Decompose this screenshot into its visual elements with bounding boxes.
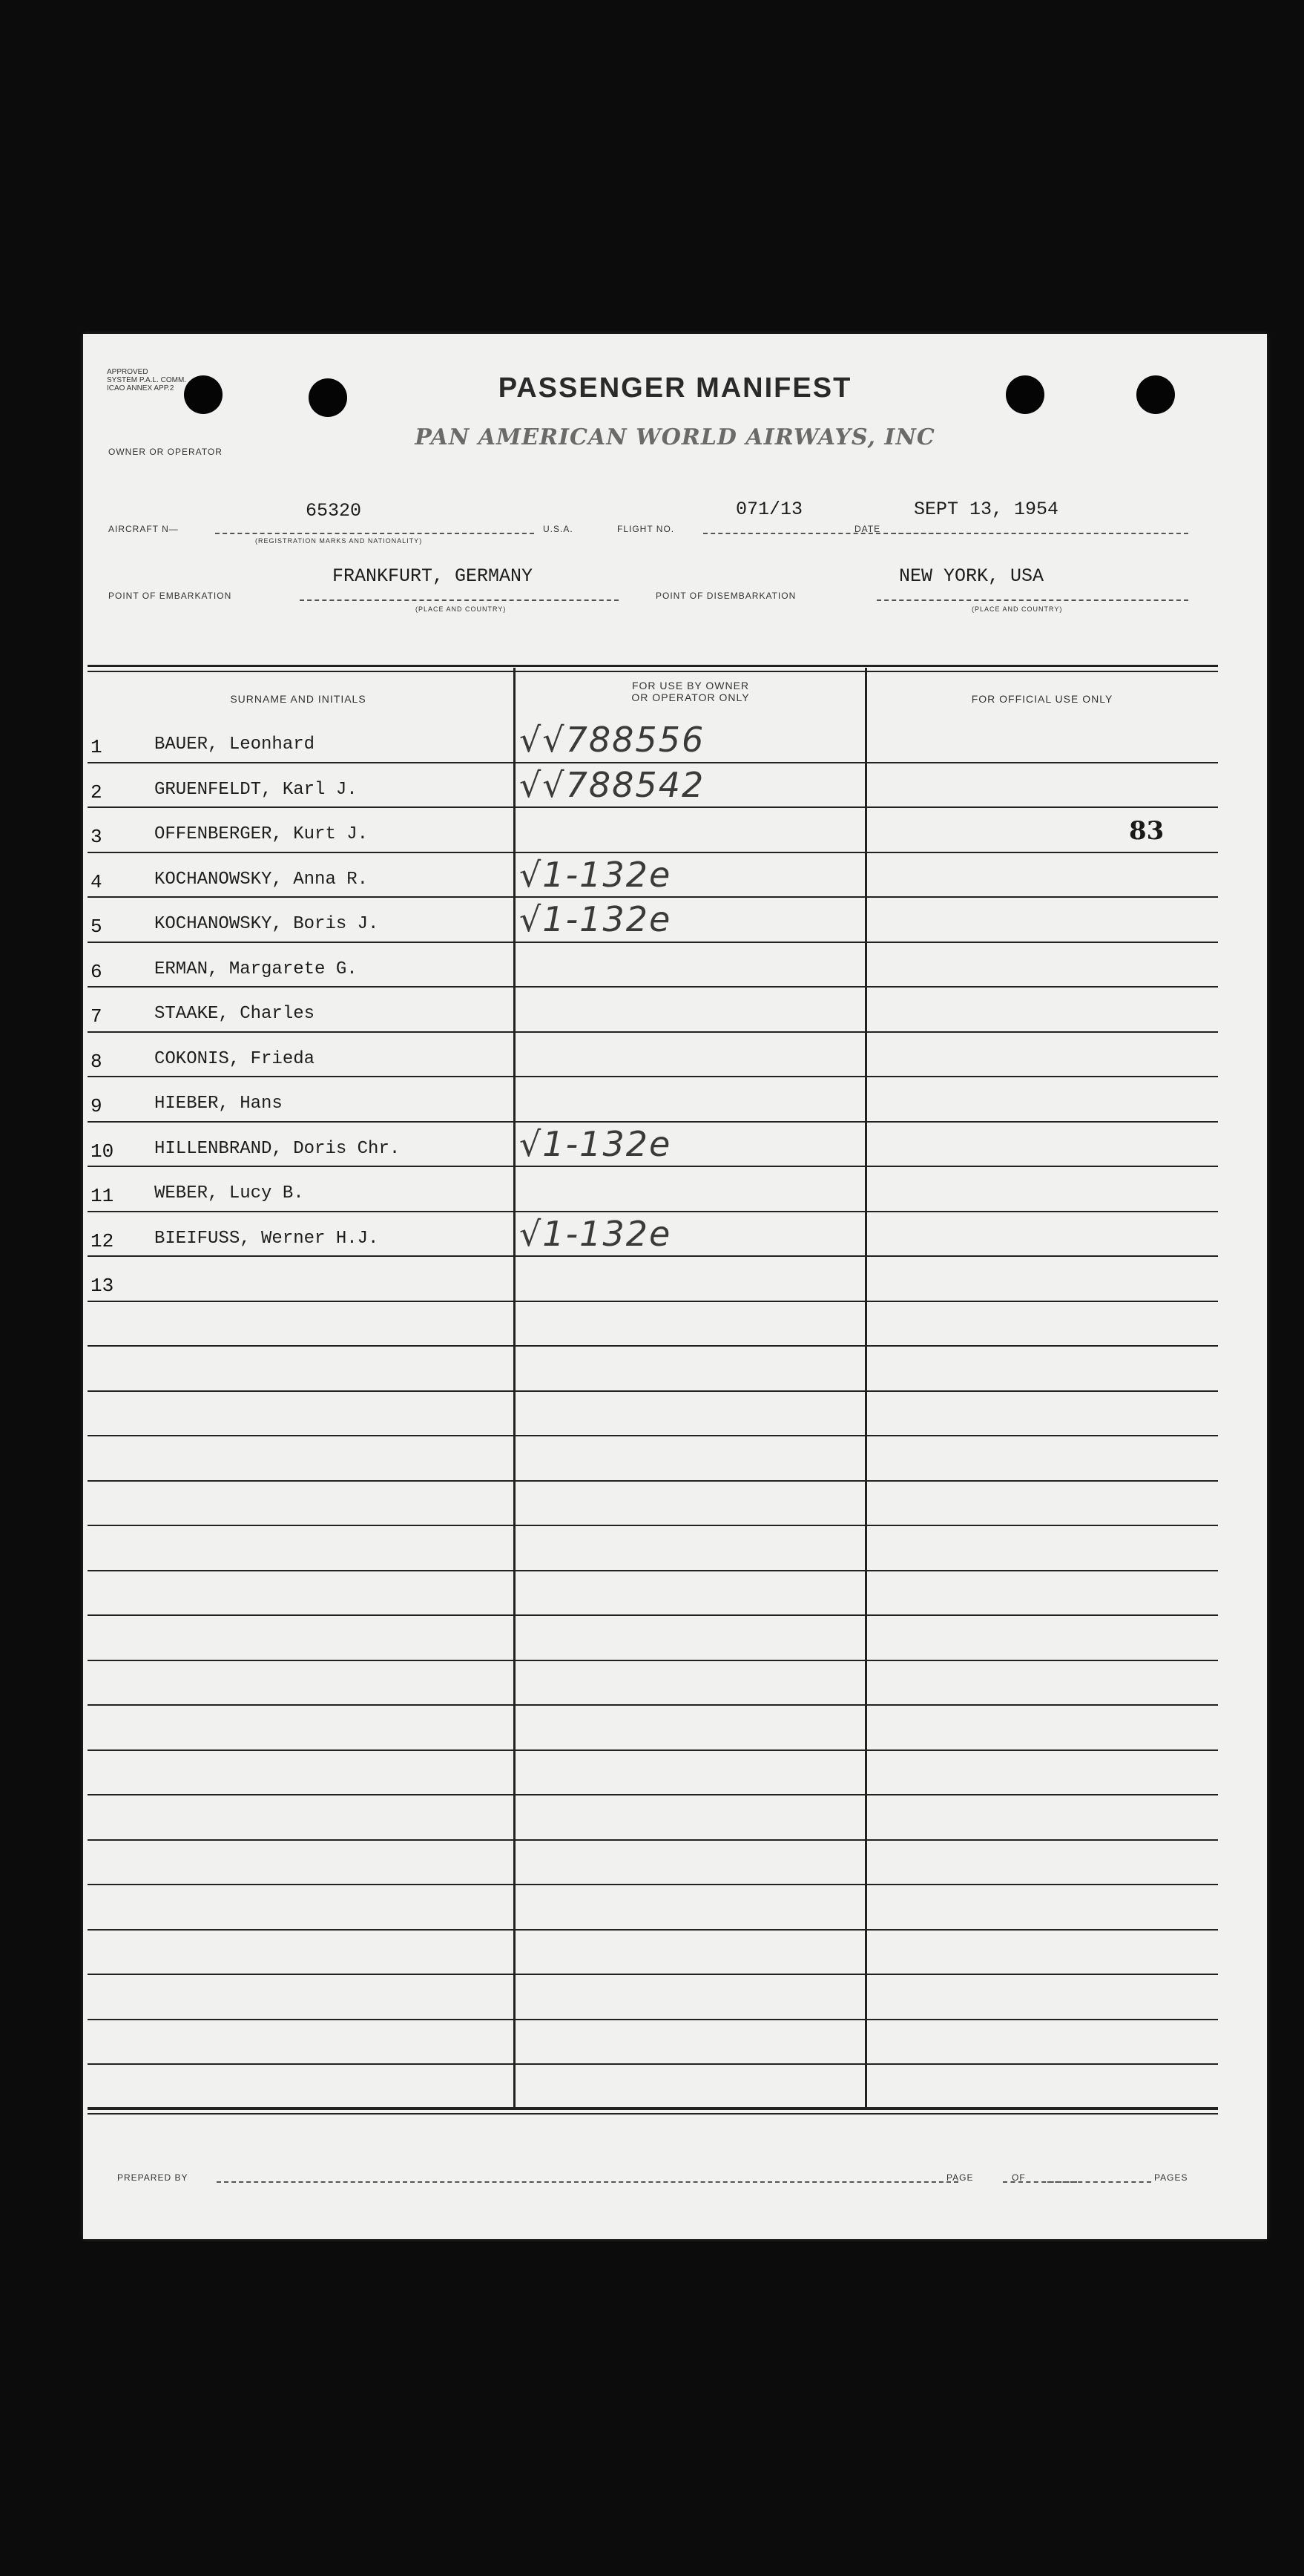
owner-handwritten-mark: √√788556	[519, 720, 705, 760]
row-rule	[88, 1255, 1218, 1257]
row-rule	[88, 762, 1218, 763]
row-rule	[88, 2063, 1218, 2065]
row-number: 5	[90, 916, 102, 938]
row-rule	[88, 2019, 1218, 2020]
flight-date: SEPT 13, 1954	[914, 499, 1059, 520]
owner-handwritten-mark: √1-132e	[519, 899, 672, 939]
row-number: 13	[90, 1275, 114, 1297]
row-rule	[88, 1929, 1218, 1931]
passenger-name: HILLENBRAND, Doris Chr.	[154, 1139, 401, 1159]
owner-column-header-line: OR OPERATOR ONLY	[631, 691, 750, 703]
row-number: 7	[90, 1005, 102, 1028]
row-rule	[88, 1884, 1218, 1885]
row-rule	[88, 2109, 1218, 2110]
row-rule	[88, 942, 1218, 943]
place-caption: (PLACE AND COUNTRY)	[415, 605, 507, 613]
row-number: 1	[90, 736, 102, 758]
owner-column-header	[516, 680, 865, 703]
row-rule	[88, 852, 1218, 853]
row-rule	[88, 1614, 1218, 1616]
row-rule	[88, 1480, 1218, 1482]
approval-line: SYSTEM P.A.L. COMM.	[107, 376, 187, 384]
owner-handwritten-mark: √1-132e	[519, 1124, 672, 1164]
manifest-title: PASSENGER MANIFEST	[498, 372, 852, 404]
row-number: 12	[90, 1230, 114, 1252]
usa-label: U.S.A.	[543, 524, 573, 534]
flight-label: FLIGHT NO.	[617, 524, 675, 534]
row-rule	[88, 1211, 1218, 1212]
official-column-header: FOR OFFICIAL USE ONLY	[971, 693, 1113, 705]
row-number: 10	[90, 1140, 114, 1163]
airline-name: PAN AMERICAN WORLD AIRWAYS, INC	[415, 424, 935, 450]
row-number: 2	[90, 781, 102, 804]
approval-line: ICAO ANNEX APP.2	[107, 384, 174, 392]
row-rule	[88, 1839, 1218, 1841]
row-number: 3	[90, 826, 102, 848]
disembarkation-label: POINT OF DISEMBARKATION	[656, 591, 797, 601]
official-entry: 83	[1129, 816, 1165, 846]
row-rule	[88, 1301, 1218, 1302]
owner-handwritten-mark: √1-132e	[519, 1214, 672, 1254]
passenger-name: KOCHANOWSKY, Boris J.	[154, 914, 379, 934]
row-rule	[88, 1660, 1218, 1661]
owner-handwritten-mark: √√788542	[519, 765, 705, 805]
row-rule	[88, 1031, 1218, 1033]
surname-column-header: SURNAME AND INITIALS	[230, 693, 366, 705]
row-number: 11	[90, 1185, 114, 1207]
row-rule	[88, 1794, 1218, 1795]
row-number: 4	[90, 871, 102, 893]
row-number: 6	[90, 961, 102, 983]
passenger-name: ERMAN, Margarete G.	[154, 959, 358, 979]
aircraft-number: 65320	[306, 500, 362, 522]
prepared-by-label: PREPARED BY	[117, 2172, 188, 2183]
row-rule	[88, 806, 1218, 808]
row-number: 8	[90, 1051, 102, 1073]
passenger-name: STAAKE, Charles	[154, 1004, 315, 1024]
registration-caption: (REGISTRATION MARKS AND NATIONALITY)	[255, 537, 423, 545]
row-rule	[88, 1704, 1218, 1706]
passenger-name: KOCHANOWSKY, Anna R.	[154, 870, 369, 890]
row-rule	[88, 1390, 1218, 1392]
row-rule	[88, 986, 1218, 988]
disembarkation-value: NEW YORK, USA	[899, 565, 1044, 587]
embarkation-value: FRANKFURT, GERMANY	[332, 565, 533, 587]
of-label: OF	[1012, 2172, 1026, 2183]
owner-label: OWNER OR OPERATOR	[108, 447, 223, 457]
row-rule	[88, 1076, 1218, 1077]
date-label: DATE	[854, 524, 881, 534]
place-caption: (PLACE AND COUNTRY)	[972, 605, 1063, 613]
passenger-name: OFFENBERGER, Kurt J.	[154, 824, 369, 844]
row-rule	[88, 1166, 1218, 1167]
row-rule	[88, 1570, 1218, 1571]
row-rule	[88, 1345, 1218, 1347]
passenger-name: WEBER, Lucy B.	[154, 1183, 304, 1203]
passenger-name: COKONIS, Frieda	[154, 1049, 315, 1069]
row-rule	[88, 896, 1218, 898]
owner-handwritten-mark: √1-132e	[519, 855, 672, 895]
manifest-sheet	[83, 334, 1267, 2239]
row-number: 9	[90, 1095, 102, 1117]
pages-label: PAGES	[1154, 2172, 1188, 2183]
row-rule	[88, 1749, 1218, 1751]
page-label: PAGE	[946, 2172, 974, 2183]
row-rule	[88, 1435, 1218, 1436]
aircraft-label: AIRCRAFT N—	[108, 524, 179, 534]
passenger-name: HIEBER, Hans	[154, 1094, 283, 1114]
passenger-name: GRUENFELDT, Karl J.	[154, 780, 358, 800]
owner-column-header-line: FOR USE BY OWNER	[631, 680, 750, 691]
approval-line: APPROVED	[107, 368, 148, 376]
passenger-name: BAUER, Leonhard	[154, 735, 315, 755]
row-rule	[88, 1121, 1218, 1123]
row-rule	[88, 1974, 1218, 1975]
flight-number: 071/13	[736, 499, 803, 520]
embarkation-label: POINT OF EMBARKATION	[108, 591, 232, 601]
row-rule	[88, 1525, 1218, 1526]
passenger-name: BIEIFUSS, Werner H.J.	[154, 1229, 379, 1249]
